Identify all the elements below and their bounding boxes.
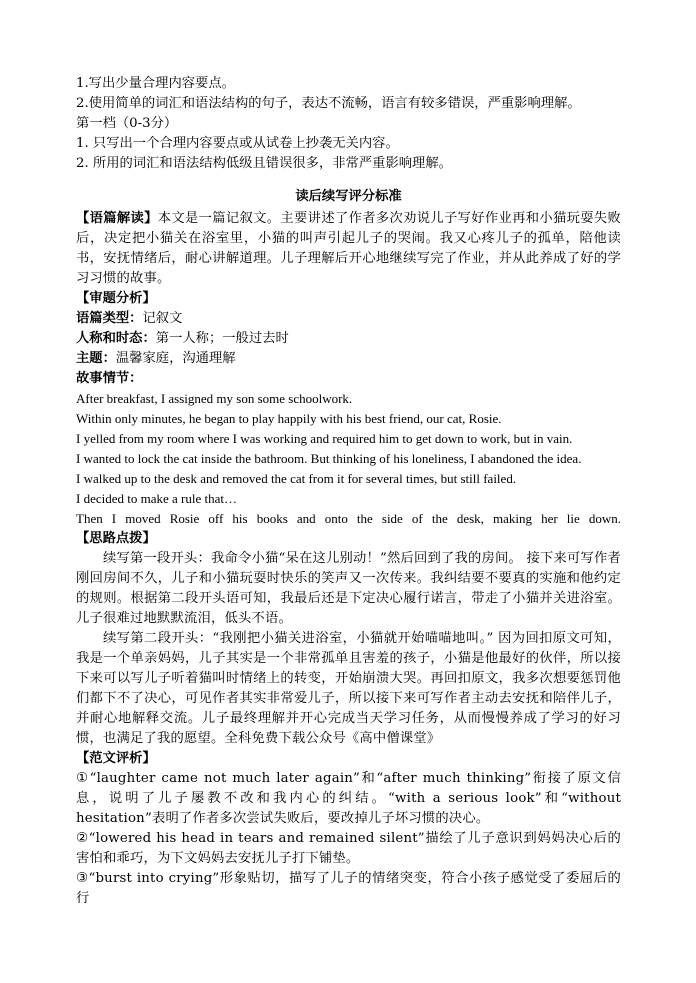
evaluation-item-1: ①“laughter came not much later again”和“after much thinking”衔接了原文信息，说明了儿子屡教不改和我内心的纠结。“with a serious look”和“without hesitation”表明了作者多次尝试失败后，要改掉儿子坏习惯的决心。 (76, 771, 621, 826)
hints-paragraph-2: 续写第二段开头：“我刚把小猫关进浴室，小猫就开始喵喵地叫。” 因为回扣原文可知，我是一个单亲妈妈，儿子其实是一个非常孤单且害羞的孩子，小猫是他最好的伙伴，所以接下来可以写儿子听着猫叫时情绪上的转变，开始崩溃大哭。再回扣原文，我多次想要惩罚他们都下不了决心，可见作者其实非常爱儿子，所以接下来可写作者主动去安抚和陪伴儿子，并耐心地解释交流。儿子最终理解并开心完成当天学习任务，从而慢慢养成了学习的好习惯，也满足了我的愿望。全科免费下载公众号《高中僧课堂》 (76, 631, 621, 746)
theme-label: 主题： (76, 351, 116, 366)
evaluation-item-3: ③“burst into crying”形象贴切，描写了儿子的情绪突变，符合小孩子感觉受了委屈后的行 (76, 871, 621, 906)
tier1-heading: 第一档（0-3分） (76, 116, 178, 131)
tier2-item-1: 1.写出少量合理内容要点。 (76, 76, 235, 91)
analysis-label: 【审题分析】 (76, 291, 156, 306)
plot-label: 故事情节： (76, 371, 143, 386)
plot-line-3: I yelled from my room where I was working and required him to get down to work, but in vain. (76, 431, 573, 446)
document-page (76, 74, 621, 909)
genre-value: 记叙文 (142, 311, 183, 326)
tier1-item-1: 1. 只写出一个合理内容要点或从试卷上抄袭无关内容。 (76, 136, 399, 151)
plot-line-5: I walked up to the desk and removed the cat from it for several times, but still failed. (76, 471, 517, 486)
genre-label: 语篇类型： (76, 311, 143, 326)
genre-line (76, 309, 621, 329)
interpretation-label: 【语篇解读】 (76, 211, 158, 226)
plot-line-7: Then I moved Rosie off his books and onto the side of the desk, making her lie down. (76, 511, 621, 526)
section-title: 读后续写评分标准 (295, 189, 402, 204)
tier1-item-2: 2. 所用的词汇和语法结构低级且错误很多，非常严重影响理解。 (76, 156, 452, 171)
hints-label: 【思路点拨】 (76, 531, 156, 546)
person-value: 第一人称；一般过去时 (155, 331, 289, 346)
person-tense-line (76, 329, 621, 349)
plot-line-2: Within only minutes, he began to play happily with his best friend, our cat, Rosie. (76, 411, 502, 426)
interpretation-paragraph (76, 209, 621, 289)
plot-line-1: After breakfast, I assigned my son some schoolwork. (76, 391, 353, 406)
evaluation-item-2: ②“lowered his head in tears and remained silent”描绘了儿子意识到妈妈决心后的害怕和乖巧，为下文妈妈去安抚儿子打下铺垫。 (76, 831, 621, 866)
theme-value: 温馨家庭，沟通理解 (115, 351, 236, 366)
theme-line (76, 349, 621, 369)
interpretation-text: 本文是一篇记叙文。主要讲述了作者多次劝说儿子写好作业再和小猫玩耍失败后，决定把小猫关在浴室里，小猫的叫声引起儿子的哭闹。我又心疼儿子的孤单，陪他读书，安抚情绪后，耐心讲解道理。儿子理解后开心地继续写完了作业，并从此养成了好的学习习惯的故事。 (76, 211, 621, 286)
person-label: 人称和时态： (76, 331, 156, 346)
plot-line-4: I wanted to lock the cat inside the bathroom. But thinking of his loneliness, I abandoned the idea. (76, 451, 582, 466)
evaluation-label: 【范文评析】 (76, 751, 156, 766)
plot-line-6: I decided to make a rule that… (76, 491, 237, 506)
hints-paragraph-1: 续写第一段开头：我命令小猫“呆在这儿别动！”然后回到了我的房间。 接下来可写作者刚回房间不久，儿子和小猫玩耍时快乐的笑声又一次传来。我纠结要不要真的实施和他约定的规则。根据第二段开头语可知，我最后还是下定决心履行诺言，带走了小猫并关进浴室。儿子很难过地默默流泪，低头不语。 (76, 551, 621, 626)
tier2-item-2: 2.使用简单的词汇和语法结构的句子，表达不流畅，语言有较多错误，严重影响理解。 (76, 96, 581, 111)
